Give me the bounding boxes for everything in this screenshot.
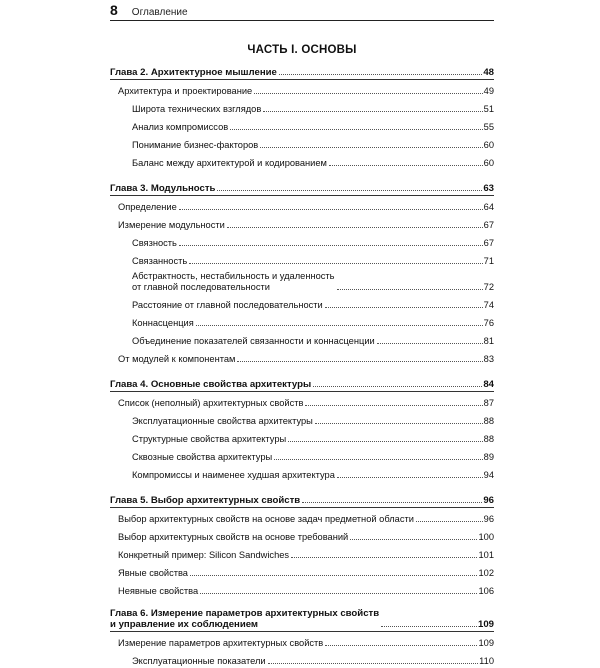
toc-entry[interactable]: [110, 232, 494, 250]
toc-entry-title: Эксплуатационные показатели: [132, 656, 266, 666]
leader-dots: [263, 111, 482, 112]
toc-page-number: 64: [483, 202, 494, 212]
leader-dots: [416, 521, 483, 522]
leader-dots: [325, 307, 483, 308]
leader-dots: [254, 93, 482, 94]
toc-entry-title: Измерение модульности: [118, 220, 225, 230]
toc-page-number: 100: [478, 532, 494, 542]
chapter-gap: [110, 482, 494, 490]
toc-page-number: 88: [483, 416, 494, 426]
leader-dots: [196, 325, 483, 326]
toc-entry-title: Компромиссы и наименее худшая архитектура: [132, 470, 335, 480]
chapter-gap: [110, 598, 494, 606]
leader-dots: [305, 405, 482, 406]
toc-page-number: 60: [483, 158, 494, 168]
toc-page-number: 60: [483, 140, 494, 150]
toc-chapter-entry[interactable]: [110, 606, 494, 632]
toc-entry-title: Глава 6. Измерение параметров архитектурных свойств и управление их соблюдением: [110, 608, 380, 630]
leader-dots: [200, 593, 477, 594]
toc-entry-title: Анализ компромиссов: [132, 122, 229, 132]
leader-dots: [325, 645, 477, 646]
leader-dots: [381, 626, 477, 627]
toc-entry-title: Связанность: [132, 256, 188, 266]
toc-page-number: 89: [483, 452, 494, 462]
toc-entry[interactable]: [110, 294, 494, 312]
toc-entry-title: Глава 3. Модульность: [110, 183, 216, 194]
chapter-gap: [110, 170, 494, 178]
toc-entry[interactable]: [110, 562, 494, 580]
toc-page-number: 109: [477, 619, 494, 630]
toc-entry[interactable]: [110, 580, 494, 598]
running-head: [110, 2, 494, 21]
toc-entry-title: Коннасценция: [132, 318, 194, 328]
toc-entry[interactable]: [110, 392, 494, 410]
toc-page-number: 88: [483, 434, 494, 444]
toc-page-number: 94: [483, 470, 494, 480]
leader-dots: [237, 361, 482, 362]
toc-page-number: 49: [483, 86, 494, 96]
toc-entry-title: Неявные свойства: [118, 586, 199, 596]
leader-dots: [279, 74, 482, 75]
toc-page-number: 110: [479, 656, 494, 666]
toc-page-number: 76: [483, 318, 494, 328]
toc-entry[interactable]: [110, 428, 494, 446]
toc-entry-title: Явные свойства: [118, 568, 188, 578]
leader-dots: [190, 575, 478, 576]
toc-entry[interactable]: [110, 250, 494, 268]
leader-dots: [274, 459, 482, 460]
leader-dots: [337, 289, 483, 290]
toc-entry[interactable]: [110, 268, 494, 294]
toc-entry-title: Связность: [132, 238, 177, 248]
leader-dots: [230, 129, 482, 130]
toc-page-number: 109: [478, 638, 494, 648]
page-number: 8: [110, 2, 118, 18]
leader-dots: [337, 477, 483, 478]
toc-entry[interactable]: [110, 446, 494, 464]
toc-entry[interactable]: [110, 98, 494, 116]
leader-dots: [189, 263, 482, 264]
toc-entry-title: Определение: [118, 202, 177, 212]
toc-entry-title: Глава 2. Архитектурное мышление: [110, 67, 277, 78]
toc-page-number: 67: [483, 220, 494, 230]
toc-page-number: 55: [483, 122, 494, 132]
toc-entry-title: Глава 5. Выбор архитектурных свойств: [110, 495, 301, 506]
leader-dots: [291, 557, 477, 558]
toc-page-number: 67: [483, 238, 494, 248]
toc-chapter-entry[interactable]: [110, 62, 494, 80]
toc-entry[interactable]: [110, 650, 494, 668]
leader-dots: [350, 539, 477, 540]
toc-entry-title: От модулей к компонентам: [118, 354, 236, 364]
leader-dots: [268, 663, 479, 664]
leader-dots: [260, 147, 482, 148]
toc-page-number: 74: [483, 300, 494, 310]
toc-entry-title: Абстрактность, нестабильность и удаленность от главной последовательности: [132, 271, 335, 292]
leader-dots: [315, 423, 483, 424]
toc-entry[interactable]: [110, 330, 494, 348]
toc-entry-title: Выбор архитектурных свойств на основе задач предметной области: [118, 514, 414, 524]
toc-page-number: 72: [483, 282, 494, 292]
leader-dots: [227, 227, 483, 228]
toc-page-number: 84: [483, 379, 494, 390]
toc-entry-title: Измерение параметров архитектурных свойств: [118, 638, 324, 648]
leader-dots: [302, 502, 482, 503]
leader-dots: [217, 190, 482, 191]
toc-page-number: 87: [483, 398, 494, 408]
toc-entry-title: Эксплуатационные свойства архитектуры: [132, 416, 313, 426]
toc-entry-title: Широта технических взглядов: [132, 104, 262, 114]
toc-entry[interactable]: [110, 80, 494, 98]
toc-chapter-entry[interactable]: [110, 374, 494, 392]
toc-entry-title: Объединение показателей связанности и коннасценции: [132, 336, 375, 346]
leader-dots: [313, 386, 482, 387]
toc-entry-title: Сквозные свойства архитектуры: [132, 452, 273, 462]
toc-entry[interactable]: [110, 464, 494, 482]
toc-entry[interactable]: [110, 196, 494, 214]
toc-page-number: 102: [478, 568, 494, 578]
toc-entry[interactable]: [110, 134, 494, 152]
toc-entry-title: Архитектура и проектирование: [118, 86, 253, 96]
part-title: ЧАСТЬ I. ОСНОВЫ: [247, 44, 357, 56]
toc-entry-title: Выбор архитектурных свойств на основе требований: [118, 532, 349, 542]
toc-page-number: 63: [483, 183, 494, 194]
toc-page-number: 96: [483, 495, 494, 506]
toc-entry[interactable]: [110, 544, 494, 562]
toc-page-number: 48: [483, 67, 494, 78]
leader-dots: [288, 441, 482, 442]
toc-entry-title: Список (неполный) архитектурных свойств: [118, 398, 304, 408]
toc-entry-title: Конкретный пример: Silicon Sandwiches: [118, 550, 290, 560]
toc-page-number: 96: [483, 514, 494, 524]
toc-page-number: 83: [483, 354, 494, 364]
toc-entry-title: Глава 4. Основные свойства архитектуры: [110, 379, 312, 390]
toc-entry[interactable]: [110, 116, 494, 134]
leader-dots: [329, 165, 483, 166]
toc-page-number: 71: [483, 256, 494, 266]
toc-entry[interactable]: [110, 508, 494, 526]
toc-entry[interactable]: [110, 348, 494, 366]
leader-dots: [377, 343, 483, 344]
toc-entry[interactable]: [110, 526, 494, 544]
toc-entry[interactable]: [110, 632, 494, 650]
running-head-title: Оглавление: [131, 7, 188, 18]
toc-entry-title: Понимание бизнес-факторов: [132, 140, 259, 150]
toc-page-number: 81: [483, 336, 494, 346]
table-of-contents: [110, 62, 494, 668]
toc-entry[interactable]: [110, 214, 494, 232]
leader-dots: [179, 209, 483, 210]
toc-entry[interactable]: [110, 312, 494, 330]
chapter-gap: [110, 366, 494, 374]
toc-entry-title: Баланс между архитектурой и кодированием: [132, 158, 327, 168]
toc-entry[interactable]: [110, 152, 494, 170]
toc-page-number: 101: [478, 550, 494, 560]
leader-dots: [179, 245, 483, 246]
toc-chapter-entry[interactable]: [110, 490, 494, 508]
toc-entry-title: Структурные свойства архитектуры: [132, 434, 287, 444]
toc-entry-title: Расстояние от главной последовательности: [132, 300, 323, 310]
toc-page-number: 51: [483, 104, 494, 114]
toc-entry[interactable]: [110, 410, 494, 428]
toc-page-number: 106: [478, 586, 494, 596]
toc-chapter-entry[interactable]: [110, 178, 494, 196]
